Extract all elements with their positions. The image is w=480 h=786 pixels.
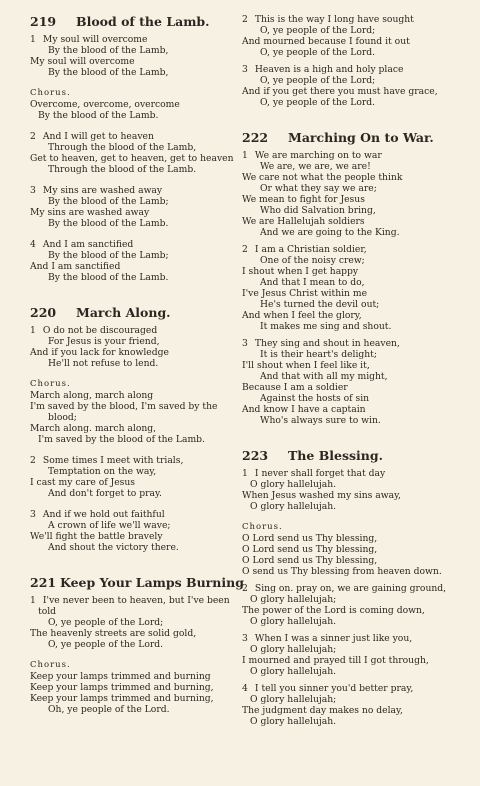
stanza-line: We mean to fight for Jesus	[242, 194, 365, 205]
stanza-line: And know I have a captain	[242, 404, 366, 415]
hymn-title-223	[242, 448, 452, 464]
stanza-line	[30, 509, 240, 520]
stanza-line	[30, 131, 240, 142]
stanza-line: O glory hallelujah.	[250, 479, 337, 490]
stanza-number: 4	[242, 683, 248, 694]
stanza-number: 3	[242, 64, 248, 75]
stanza-number: 1	[30, 34, 36, 45]
stanza-number: 2	[242, 14, 248, 25]
stanza-line: We are, we are, we are!	[260, 161, 371, 172]
stanza-line: O glory hallelujah.	[250, 501, 337, 512]
hymn-number: 223	[242, 448, 269, 463]
stanza-line: O glory hallelujah.	[250, 616, 337, 627]
stanza-line: And don't forget to pray.	[48, 488, 162, 499]
stanza-number: 3	[30, 185, 36, 196]
chorus-line: O Lord send us Thy blessing,	[242, 544, 378, 555]
stanza-line: Through the blood of the Lamb.	[48, 164, 197, 175]
stanza-line	[242, 468, 452, 479]
hymn-title-text: March Along.	[76, 305, 171, 320]
hymn-title-219	[30, 14, 240, 30]
stanza-line: told	[38, 606, 57, 617]
stanza-line: I'll shout when I feel like it,	[242, 360, 370, 371]
chorus-line: March along, march along	[30, 390, 154, 401]
stanza-line	[242, 14, 452, 25]
stanza-line: By the blood of the Lamb,	[48, 45, 169, 56]
hymn-title-text: Marching On to War.	[288, 130, 434, 145]
chorus-line: blood;	[48, 412, 77, 423]
stanza-line: The judgment day makes no delay,	[242, 705, 403, 716]
stanza-line	[242, 683, 452, 694]
hymn-number: 220	[30, 305, 57, 320]
stanza-line	[242, 583, 452, 594]
stanza-text: My soul will overcome	[42, 34, 148, 45]
stanza-number: 3	[30, 509, 36, 520]
stanza-line: O glory hallelujah;	[250, 644, 337, 655]
stanza-text: I tell you sinner you'd better pray,	[254, 683, 414, 694]
stanza-number: 2	[30, 455, 36, 466]
stanza-line: Or what they say we are;	[260, 183, 377, 194]
stanza-line: Against the hosts of sin	[260, 393, 370, 404]
stanza-line	[30, 34, 240, 45]
stanza-line	[242, 64, 452, 75]
stanza-line: And that with all my might,	[260, 371, 388, 382]
stanza-number: 2	[30, 131, 36, 142]
stanza-line: And if you get there you must have grace,	[242, 86, 438, 97]
chorus-line: I'm saved by the blood of the Lamb.	[38, 434, 205, 445]
stanza-line: O glory hallelujah.	[250, 716, 337, 727]
stanza-line: By the blood of the Lamb.	[48, 218, 169, 229]
stanza-line: O, ye people of the Lord;	[260, 75, 376, 86]
stanza-line: For Jesus is your friend,	[48, 336, 160, 347]
stanza-number: 1	[242, 468, 248, 479]
chorus-label: Chorus.	[30, 379, 71, 389]
stanza-line: My sins are washed away	[30, 207, 150, 218]
chorus-line: O send us Thy blessing from heaven down.	[242, 566, 442, 577]
stanza-line: Through the blood of the Lamb,	[48, 142, 197, 153]
chorus-label: Chorus.	[30, 660, 71, 670]
stanza-text: Some times I meet with trials,	[42, 455, 184, 466]
stanza-line: O, ye people of the Lord;	[260, 25, 376, 36]
stanza-line	[30, 239, 240, 250]
chorus-line: Keep your lamps trimmed and burning	[30, 671, 211, 682]
chorus-label: Chorus.	[242, 522, 283, 532]
stanza-line: O, ye people of the Lord.	[260, 47, 376, 58]
stanza-number: 3	[242, 633, 248, 644]
stanza-text: We are marching on to war	[254, 150, 382, 161]
stanza-number: 3	[242, 338, 248, 349]
hymn-number: 219	[30, 14, 57, 29]
hymn-title-text: Keep Your Lamps Burning	[60, 575, 244, 590]
stanza-line: My soul will overcome	[30, 56, 135, 67]
stanza-text: I've never been to heaven, but I've been	[42, 595, 230, 606]
stanza-line: And shout the victory there.	[48, 542, 179, 553]
stanza-line: O, ye people of the Lord.	[260, 97, 376, 108]
stanza-number: 4	[30, 239, 36, 250]
stanza-line	[242, 244, 452, 255]
stanza-line: The heavenly streets are solid gold,	[30, 628, 197, 639]
left-column	[30, 14, 244, 715]
stanza-text: They sing and shout in heaven,	[254, 338, 400, 349]
stanza-line	[30, 325, 240, 336]
chorus-line: March along. march along,	[30, 423, 157, 434]
stanza-line: By the blood of the Lamb,	[48, 67, 169, 78]
stanza-line: O glory hallelujah.	[250, 666, 337, 677]
stanza-text: I am a Christian soldier,	[254, 244, 367, 255]
chorus-line: By the blood of the Lamb.	[38, 110, 159, 121]
stanza-number: 2	[242, 583, 248, 594]
stanza-text: Sing on. pray on, we are gaining ground,	[254, 583, 447, 594]
hymn-number: 221	[30, 575, 57, 590]
stanza-line: Temptation on the way,	[48, 466, 157, 477]
stanza-line	[30, 455, 240, 466]
stanza-line: It makes me sing and shout.	[260, 321, 392, 332]
stanza-text: And if we hold out faithful	[42, 509, 165, 520]
stanza-number: 1	[242, 150, 248, 161]
stanza-text: And I will get to heaven	[42, 131, 154, 142]
stanza-line: And if you lack for knowledge	[30, 347, 169, 358]
stanza-line: I shout when I get happy	[242, 266, 359, 277]
chorus-line: O Lord send us Thy blessing,	[242, 533, 378, 544]
stanza-line: I mourned and prayed till I got through,	[242, 655, 429, 666]
stanza-line: The power of the Lord is coming down,	[242, 605, 425, 616]
stanza-line	[242, 633, 452, 644]
stanza-line: O, ye people of the Lord;	[48, 617, 164, 628]
stanza-line: By the blood of the Lamb.	[48, 272, 169, 283]
stanza-line: And that I mean to do,	[260, 277, 365, 288]
stanza-line: I cast my care of Jesus	[30, 477, 136, 488]
stanza-line: Who did Salvation bring,	[260, 205, 376, 216]
stanza-line: Who's always sure to win.	[260, 415, 381, 426]
stanza-line	[242, 338, 452, 349]
stanza-line: I've Jesus Christ within me	[242, 288, 368, 299]
stanza-line: It is their heart's delight;	[260, 349, 377, 360]
stanza-text: My sins are washed away	[42, 185, 163, 196]
stanza-line: We are Hallelujah soldiers	[242, 216, 365, 227]
stanza-line: One of the noisy crew;	[260, 255, 365, 266]
chorus-label: Chorus.	[30, 88, 71, 98]
stanza-line: And when I feel the glory,	[242, 310, 362, 321]
stanza-line	[242, 150, 452, 161]
stanza-line: By the blood of the Lamb;	[48, 196, 169, 207]
stanza-line: Because I am a soldier	[242, 382, 348, 393]
stanza-text: I never shall forget that day	[254, 468, 386, 479]
hymn-title-221	[30, 575, 244, 591]
stanza-line: By the blood of the Lamb;	[48, 250, 169, 261]
stanza-number: 2	[242, 244, 248, 255]
chorus-line: O Lord send us Thy blessing,	[242, 555, 378, 566]
stanza-line: O glory hallelujah;	[250, 694, 337, 705]
stanza-line: When Jesus washed my sins away,	[242, 490, 401, 501]
chorus-line: Keep your lamps trimmed and burning,	[30, 682, 214, 693]
hymn-title-text: Blood of the Lamb.	[76, 14, 210, 29]
stanza-line: We'll fight the battle bravely	[30, 531, 163, 542]
chorus-line: Oh, ye people of the Lord.	[48, 704, 170, 715]
stanza-line: And mourned because I found it out	[242, 36, 410, 47]
chorus-line: I'm saved by the blood, I'm saved by the	[30, 401, 218, 412]
hymn-title-220	[30, 305, 240, 321]
stanza-text: O do not be discouraged	[42, 325, 158, 336]
stanza-line: Get to heaven, get to heaven, get to heaven	[30, 153, 234, 164]
stanza-line: And I am sanctified	[30, 261, 121, 272]
stanza-line: We care not what the people think	[242, 172, 403, 183]
hymn-number: 222	[242, 130, 269, 145]
stanza-line: And we are going to the King.	[260, 227, 400, 238]
stanza-line: He's turned the devil out;	[260, 299, 380, 310]
stanza-text: When I was a sinner just like you,	[254, 633, 413, 644]
chorus-line: Overcome, overcome, overcome	[30, 99, 180, 110]
stanza-number: 1	[30, 595, 36, 606]
stanza-line	[30, 185, 240, 196]
chorus-line: Keep your lamps trimmed and burning,	[30, 693, 214, 704]
hymn-title-222	[242, 130, 452, 146]
stanza-number: 1	[30, 325, 36, 336]
stanza-line: A crown of life we'll wave;	[48, 520, 171, 531]
stanza-text: Heaven is a high and holy place	[254, 64, 404, 75]
stanza-line: He'll not refuse to lend.	[48, 358, 159, 369]
right-column	[242, 14, 452, 727]
hymn-title-text: The Blessing.	[288, 448, 383, 463]
stanza-line	[30, 595, 240, 606]
stanza-line: O glory hallelujah;	[250, 594, 337, 605]
stanza-text: And I am sanctified	[42, 239, 134, 250]
stanza-line: O, ye people of the Lord.	[48, 639, 164, 650]
stanza-text: This is the way I long have sought	[254, 14, 414, 25]
